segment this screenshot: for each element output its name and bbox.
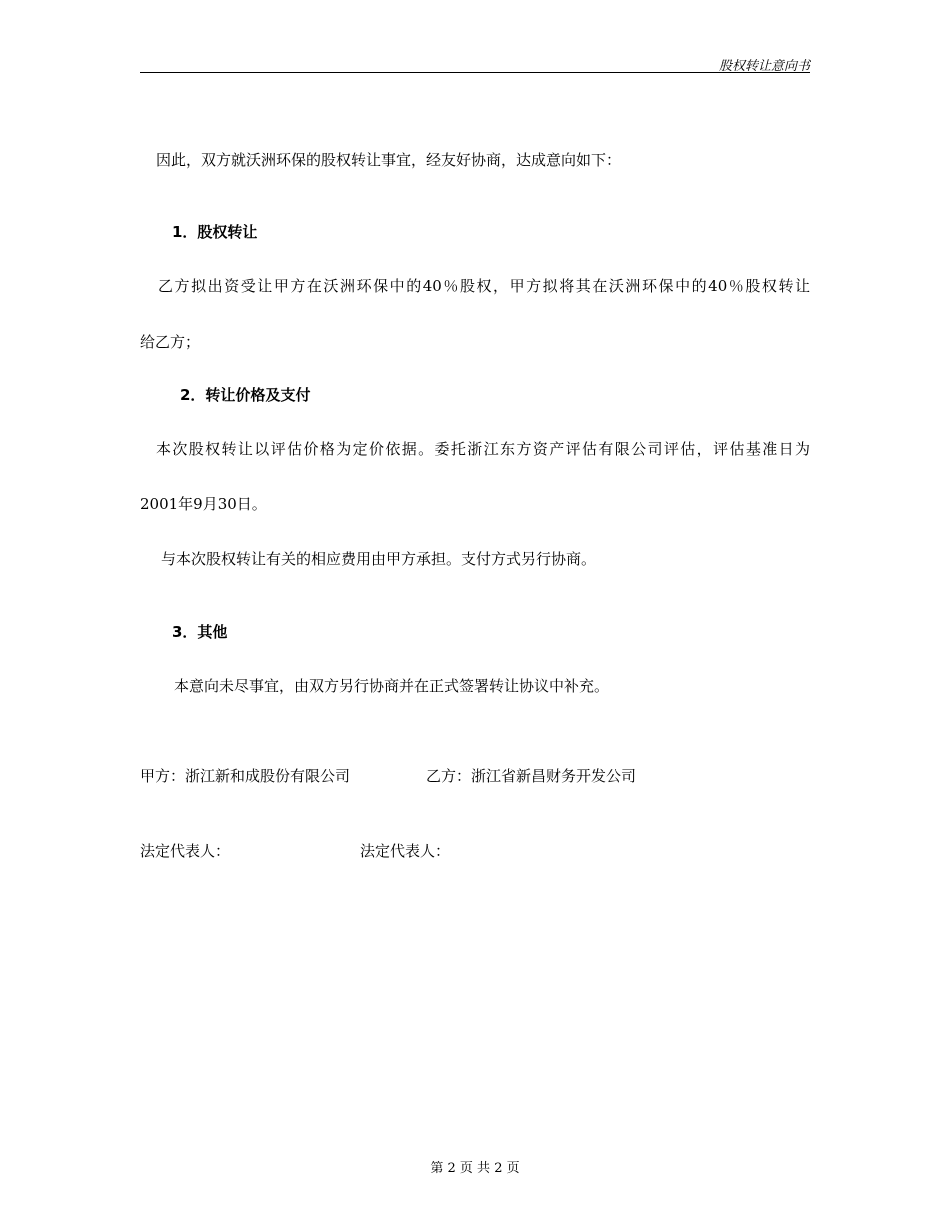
section-2-heading: 2．转让价格及支付 — [180, 386, 311, 404]
intro-paragraph: 因此，双方就沃洲环保的股权转让事宜，经友好协商，达成意向如下： — [156, 151, 622, 169]
section-3-heading: 3．其他 — [172, 623, 228, 641]
party-a-representative: 法定代表人： — [140, 842, 231, 860]
header-title: 股权转让意向书 — [718, 59, 810, 74]
party-b-name: 乙方：浙江省新昌财务开发公司 — [426, 767, 637, 785]
section-2-paragraph-1-line-1: 本次股权转让以评估价格为定价依据。委托浙江东方资产评估有限公司评估，评估基准日为 — [156, 440, 810, 458]
page-footer: 第 2 页 共 2 页 — [430, 1161, 520, 1176]
party-b-representative: 法定代表人： — [360, 842, 451, 860]
section-1-paragraph-line-2: 给乙方； — [140, 333, 201, 351]
section-2-paragraph-2: 与本次股权转让有关的相应费用由甲方承担。支付方式另行协商。 — [161, 550, 597, 568]
party-a-name: 甲方：浙江新和成股份有限公司 — [140, 767, 351, 785]
section-2-paragraph-1-line-2: 2001年9月30日。 — [140, 495, 267, 513]
section-1-paragraph-line-1: 乙方拟出资受让甲方在沃洲环保中的40％股权，甲方拟将其在沃洲环保中的40％股权转让 — [158, 277, 810, 295]
section-3-paragraph: 本意向未尽事宜，由双方另行协商并在正式签署转让协议中补充。 — [174, 677, 610, 695]
header-rule — [140, 72, 810, 73]
section-1-heading: 1．股权转让 — [172, 223, 258, 241]
